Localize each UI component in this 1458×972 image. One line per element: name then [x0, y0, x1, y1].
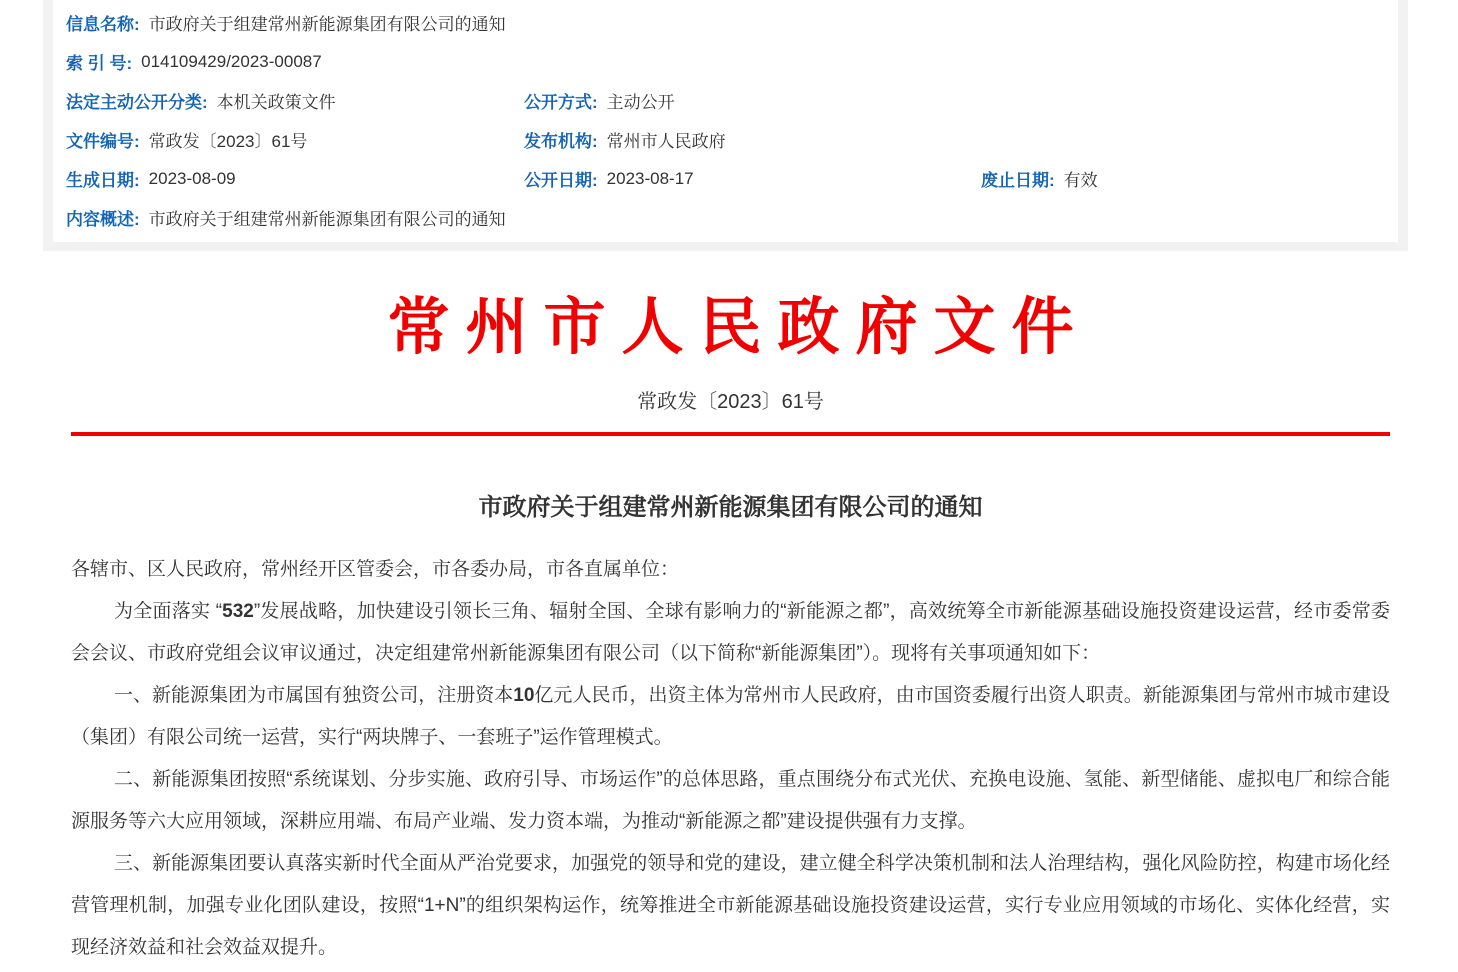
- document-masthead: 常州市人民政府文件: [387, 294, 1090, 362]
- paragraph-one-bold: 10: [513, 685, 535, 706]
- meta-label-open-mode: 公开方式:: [524, 93, 598, 112]
- meta-cell-doc-no: [66, 127, 524, 152]
- meta-label-open-date: 公开日期:: [524, 171, 598, 190]
- meta-row-doc-no: [66, 120, 1398, 159]
- meta-cell-summary: [66, 205, 1398, 230]
- paragraph-intro-rest: ”发展战略，加快建设引领长三角、辐射全国、全球有影响力的“新能源之都”，高效统筹全市新能源基础设施投资建设运营，经市委常委会会议、市政府党组会议审议通过，决定组建常州新能源集团有限公司（以下简称“新能源集团”）。现将有关事项通知如下：: [71, 601, 1390, 664]
- paragraph-intro: [71, 591, 1390, 675]
- paragraph-one: [71, 675, 1390, 759]
- meta-value-open-date: 2023-08-17: [606, 168, 694, 188]
- meta-cell-issuer: [524, 127, 981, 152]
- meta-value-open-mode: 主动公开: [606, 93, 675, 112]
- meta-cell-open-date: [524, 166, 981, 191]
- meta-label-issuer: 发布机构:: [524, 132, 598, 151]
- meta-row-index-no: [66, 42, 1398, 81]
- metadata-panel: [43, 0, 1408, 251]
- meta-label-doc-no: 文件编号:: [66, 132, 140, 151]
- meta-cell-info-name: [66, 10, 1398, 35]
- meta-cell-open-mode: [524, 88, 981, 113]
- meta-cell-expire-date: [981, 166, 1398, 191]
- paragraph-intro-bold: 532: [222, 601, 254, 622]
- meta-label-category: 法定主动公开分类:: [66, 93, 208, 112]
- meta-cell-index-no: [66, 49, 1398, 74]
- meta-label-expire-date: 废止日期:: [981, 171, 1055, 190]
- meta-label-summary: 内容概述:: [66, 210, 140, 229]
- meta-label-info-name: 信息名称:: [66, 15, 140, 34]
- paragraph-one-rest: 亿元人民币，出资主体为常州市人民政府，由市国资委履行出资人职责。新能源集团与常州市城市建设（集团）有限公司统一运营，实行“两块牌子、一套班子”运作管理模式。: [71, 685, 1390, 748]
- paragraph-three: 三、新能源集团要认真落实新时代全面从严治党要求，加强党的领导和党的建设，建立健全科学决策机制和法人治理结构，强化风险防控，构建市场化经营管理机制，加强专业化团队建设，按照“1+N”的组织架构运作，统筹推进全市新能源基础设施投资建设运营，实行专业应用领域的市场化、实体化经营，实现经济效益和社会效益双提升。: [71, 853, 1390, 958]
- meta-row-category: [66, 81, 1398, 120]
- meta-row-dates: [66, 159, 1398, 198]
- meta-cell-category: [66, 88, 524, 113]
- meta-cell-create-date: [66, 166, 524, 191]
- meta-value-expire-date: 有效: [1063, 171, 1098, 190]
- paragraph-intro-text: 为全面落实 “: [114, 601, 223, 622]
- meta-row-info-name: [66, 3, 1398, 42]
- meta-value-category: 本机关政策文件: [216, 93, 336, 112]
- document-body: [71, 549, 1390, 969]
- meta-label-index-no: 索 引 号:: [66, 54, 133, 73]
- meta-label-create-date: 生成日期:: [66, 171, 140, 190]
- meta-value-create-date: 2023-08-09: [148, 168, 236, 188]
- notice-title: 市政府关于组建常州新能源集团有限公司的通知: [478, 494, 983, 521]
- meta-value-summary: 市政府关于组建常州新能源集团有限公司的通知: [148, 210, 506, 229]
- meta-value-index-no: 014109429/2023-00087: [141, 51, 322, 71]
- meta-value-doc-no: 常政发〔2023〕61号: [148, 132, 308, 151]
- meta-value-info-name: 市政府关于组建常州新能源集团有限公司的通知: [148, 15, 506, 34]
- meta-value-issuer: 常州市人民政府: [606, 132, 726, 151]
- salutation-line: 各辖市、区人民政府，常州经开区管委会，市各委办局，市各直属单位：: [71, 559, 680, 580]
- paragraph-two: 二、新能源集团按照“系统谋划、分步实施、政府引导、市场运作”的总体思路，重点围绕分布式光伏、充换电设施、氢能、新型储能、虚拟电厂和综合能源服务等六大应用领域，深耕应用端、布局产业端、发力资本端，为推动“新能源之都”建设提供强有力支撑。: [71, 769, 1390, 832]
- document-section: [71, 251, 1390, 969]
- red-divider: [71, 432, 1390, 436]
- paragraph-one-text: 一、新能源集团为市属国有独资公司，注册资本: [114, 685, 514, 706]
- document-number: 常政发〔2023〕61号: [637, 391, 824, 413]
- meta-row-summary: [66, 198, 1398, 237]
- metadata-table: [53, 0, 1398, 242]
